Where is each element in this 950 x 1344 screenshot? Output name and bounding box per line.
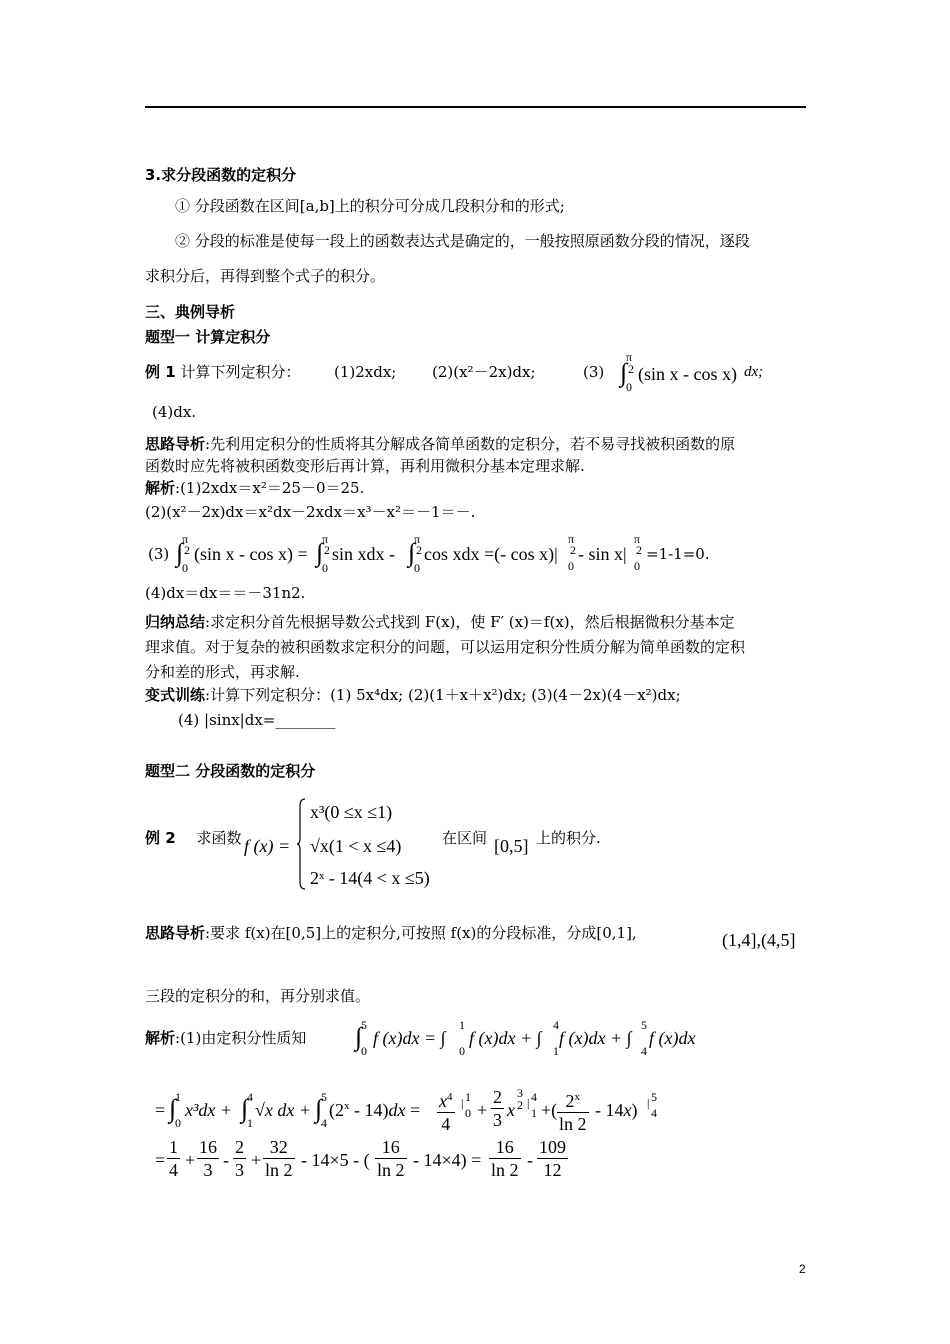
- solution-3-label: (3): [148, 545, 170, 563]
- solution-label: 解析: [145, 1029, 176, 1047]
- solution-2-line-1: 5 ∫ 0 f (x)dx = ∫ 1 0 f (x)dx + ∫ 4 1 f (x)dx + ∫ 5 4 f (x)dx: [355, 1018, 696, 1058]
- solution-label: 解析: [145, 479, 176, 497]
- hint-block-2: 思路导析:要求 f(x)在[0,5]上的定积分,可按照 f(x)的分段标准，分成[0,1],: [145, 924, 637, 942]
- summary-text: 分和差的形式，再求解.: [145, 663, 300, 681]
- hint-block: [145, 434, 735, 454]
- example-2-tail: 上的积分.: [536, 829, 601, 847]
- paragraph: ① 分段函数在区间[a,b]上的积分可分成几段积分和的形式;: [175, 197, 565, 215]
- problem-1: (1)2xdx;: [334, 363, 397, 381]
- subsection-heading: 题型一 计算定积分: [145, 328, 271, 346]
- hint-text: :先利用定积分的性质将其分解成各简单函数的定积分，若不易寻找被积函数的原: [205, 435, 736, 453]
- hint-label: 思路导析: [145, 435, 206, 453]
- case-2: √x(1 < x ≤4): [310, 836, 402, 856]
- solution-2: 解析:(1)由定积分性质知: [145, 1029, 307, 1047]
- hint-intervals: (1,4],(4,5]: [722, 930, 796, 950]
- variant-training: 变式训练:计算下列定积分：(1) 5x⁴dx; (2)(1＋x＋x²)dx; (3)(4－2x)(4－x²)dx;: [145, 686, 681, 704]
- summary-text: 理求值。对于复杂的被积函数求定积分的问题，可以运用定积分性质分解为简单函数的定积: [145, 638, 746, 656]
- subsection-heading: 题型二 分段函数的定积分: [145, 762, 316, 780]
- page-number: 2: [799, 1262, 806, 1276]
- example-text: 求函数: [196, 829, 242, 847]
- interval: [0,5]: [494, 836, 529, 856]
- function-name: f (x) =: [244, 836, 291, 856]
- case-3: 2ˣ - 14(4 < x ≤5): [310, 868, 430, 888]
- problem-2: (2)(x²－2x)dx;: [432, 363, 536, 381]
- solution-2-line-2: = ∫ 1 0 x³dx + ∫ 4 1 √x dx + ∫ 5 4 (2$^x$ - 14)dx = $\frac{x^4}{4}$ | 1 0 + $\frac{2}{3}$ x 3 2 | 4 1 +( $\frac{2^x}{\ln 2}$ - 14x) | 5 4: [155, 1086, 657, 1134]
- example-2: [145, 828, 241, 848]
- example-text: 计算下列定积分：: [180, 363, 301, 381]
- section-heading: 3.求分段函数的定积分: [145, 166, 297, 184]
- problem-3-label: (3): [583, 363, 605, 381]
- solution-line: 解析:(1)2xdx＝x²＝25－0＝25.: [145, 479, 365, 497]
- hint-label: 思路导析: [145, 924, 206, 942]
- solution-line: (4)dx＝dx＝＝－31n2.: [145, 584, 306, 602]
- example-label: 例 2: [145, 829, 176, 847]
- solution-3-expr: π 2 ∫ 0 (sin x - cos x) = π 2 ∫ 0 sin xdx - π 2 ∫ 0 cos xdx =(- cos x)| π 2 0 - sin x| π 2 0 =1-1=0.: [176, 532, 710, 575]
- problem-4: (4)dx.: [152, 403, 197, 421]
- solution-line: (2)(x²－2x)dx＝x²dx－2xdx＝x³－x²＝－1＝－.: [145, 503, 476, 521]
- paragraph: ② 分段的标准是使每一段上的函数表达式是确定的，一般按照原函数分段的情况，逐段: [175, 232, 750, 250]
- example-label: 例 1: [145, 363, 176, 381]
- variant-label: 变式训练: [145, 686, 206, 704]
- example-1: [145, 362, 300, 382]
- hint-text: 三段的定积分的和，再分别求值。: [145, 987, 371, 1005]
- solution-2-line-3: = $\frac{1}{4}$ + $\frac{16}{3}$ - $\frac{2}{3}$ + $\frac{32}{\ln 2}$ - 14×5 - ( $\frac{16}{\ln 2}$ - 14×4) = $\frac{16}{\ln 2}$ - $\frac{109}{12}$: [155, 1137, 566, 1180]
- hint-text: 函数时应先将被积函数变形后再计算，再利用微积分基本定理求解.: [145, 457, 585, 475]
- case-1: x³(0 ≤x ≤1): [310, 802, 393, 822]
- paragraph: 求积分后，再得到整个式子的积分。: [145, 267, 386, 285]
- example-2-tail: 在区间: [442, 829, 488, 847]
- section-heading: 三、典例导析: [145, 303, 236, 321]
- summary-label: 归纳总结: [145, 613, 206, 631]
- piecewise-brace: [296, 798, 306, 890]
- header-rule: [145, 106, 806, 108]
- variant-problem-4: (4) |sinx|dx=________: [178, 711, 336, 729]
- summary: 归纳总结:求定积分首先根据导数公式找到 F(x)，使 F′ (x)＝f(x)，然后根据微积分基本定: [145, 613, 735, 631]
